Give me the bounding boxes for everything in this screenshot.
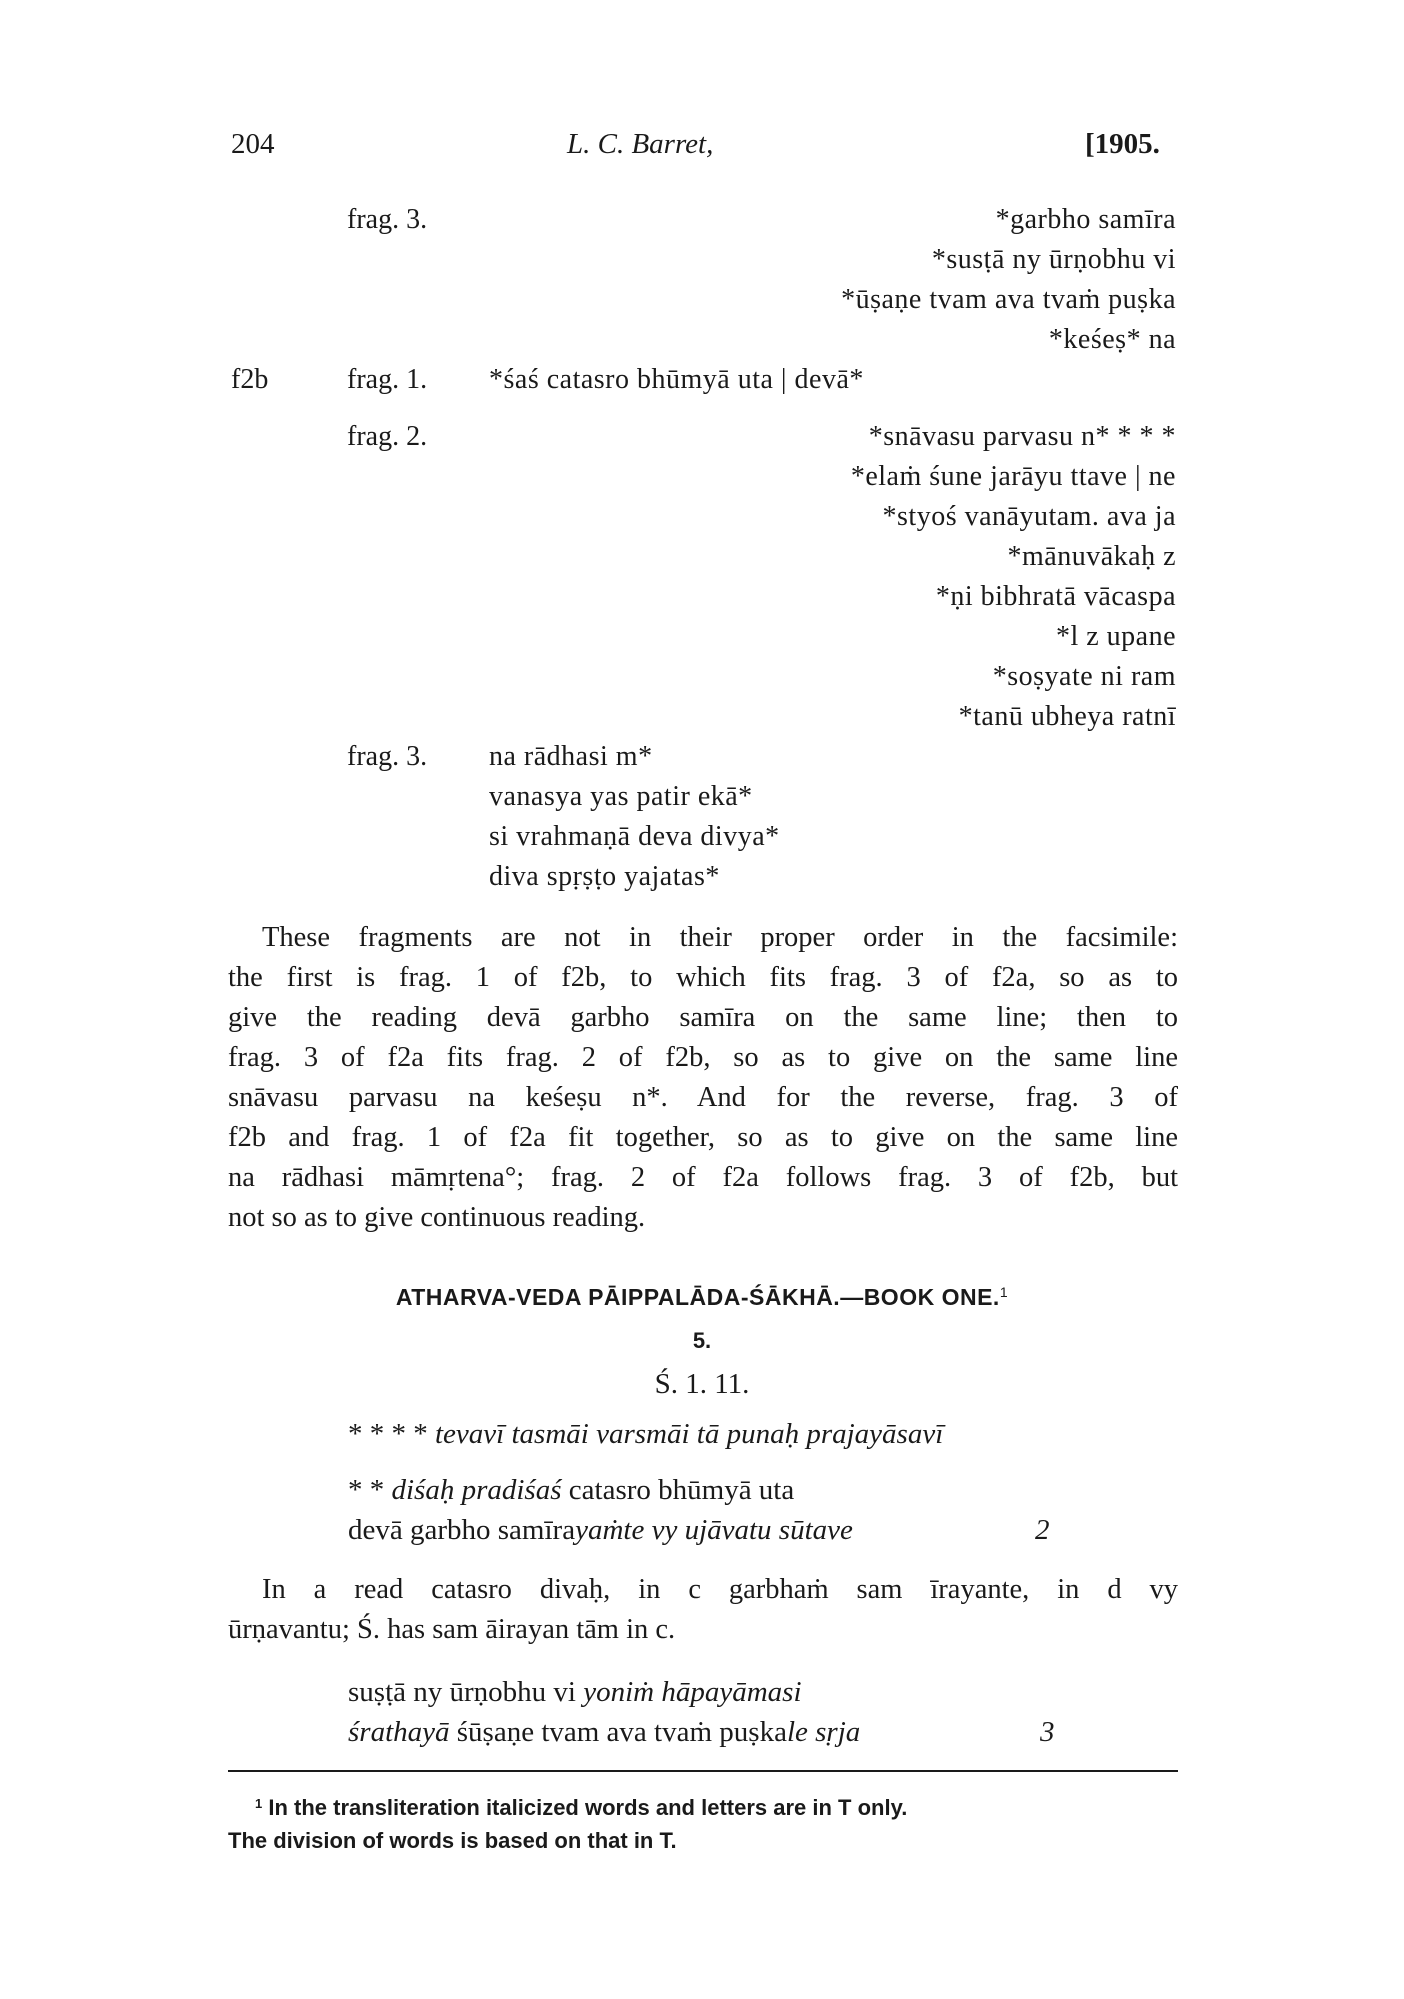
verse-text: * *: [348, 1474, 392, 1506]
frag-label-f2b-3: frag. 3.: [347, 741, 428, 772]
hymn-number: 5.: [692, 1328, 712, 1353]
section-heading-text: ATHARVA-VEDA PĀIPPALĀDA-ŚĀKHĀ.—BOOK ONE.: [395, 1284, 1000, 1310]
verse-text-italic: yoniṁ hāpayāmasi: [583, 1676, 802, 1708]
paragraph-line: the first is frag. 1 of f2b, to which fits frag. 3 of f2a, so as to: [228, 962, 1178, 993]
section-heading: [0, 1284, 1404, 1311]
paragraph-fragments-order: [228, 918, 1178, 1238]
footnote-line-1: [255, 1795, 907, 1821]
verse-2-line-1: [348, 1418, 943, 1451]
frag-line: *tanū ubheya ratnī: [958, 701, 1176, 732]
verse-text-italic: tevavī tasmāi varsmāi tā punaḥ prajayāsavī: [435, 1418, 944, 1450]
verse-text-italic: śrathayā: [348, 1716, 450, 1748]
verse-3-line-2: [348, 1716, 860, 1749]
footnote-mark: 1: [999, 1284, 1009, 1300]
paragraph-line: These fragments are not in their proper order in the facsimile:: [262, 922, 1178, 953]
frag-label-f2a-3: frag. 3.: [347, 204, 428, 235]
verse-text: śūṣaṇe tvam ava tvaṁ puṣka: [449, 1716, 787, 1748]
paragraph-line: f2b and frag. 1 of f2a fit together, so as to give on the same line: [228, 1122, 1178, 1153]
verse-text: devā garbho samīra: [348, 1514, 576, 1546]
verse-2-line-2: [348, 1474, 794, 1507]
frag-label-f2b-2: frag. 2.: [347, 421, 428, 452]
paragraph-line: ūrṇavantu; Ś. has sam āirayan tām in c.: [228, 1614, 676, 1645]
footnote-mark: 1: [255, 1796, 263, 1811]
paragraph-variants: [228, 1570, 1178, 1650]
verse-text: catasro bhūmyā uta: [561, 1474, 795, 1506]
frag-line: si vrahmaṇā deva divya*: [489, 821, 780, 852]
frag-line: *ūṣaṇe tvam ava tvaṁ puṣka: [841, 284, 1176, 315]
paragraph-line: In a read catasro divaḥ, in c garbhaṁ sam īrayante, in d vy: [262, 1574, 1178, 1605]
frag-line: *ṇi bibhratā vācaspa: [935, 581, 1176, 612]
running-year: [1905.: [1085, 128, 1160, 160]
frag-line: *śaś catasro bhūmyā uta | devā*: [489, 364, 864, 395]
verse-number: 2: [1035, 1514, 1050, 1546]
paragraph-line: snāvasu parvasu na keśeṣu n*. And for the reverse, frag. 3 of: [228, 1082, 1178, 1113]
paragraph-line: give the reading devā garbho samīra on the same line; then to: [228, 1002, 1178, 1033]
frag-line: *soṣyate ni ram: [992, 661, 1176, 692]
verse-2-line-3: [348, 1514, 853, 1547]
verse-number: 3: [1040, 1716, 1055, 1748]
frag-label-f2b-1: frag. 1.: [347, 364, 428, 395]
footnote-line-2: The division of words is based on that in T.: [228, 1828, 677, 1853]
verse-text-italic: le sṛja: [786, 1716, 861, 1748]
frag-line: *snāvasu parvasu n* * * *: [868, 421, 1176, 452]
footnote-rule: [228, 1770, 1178, 1772]
hymn-reference: Ś. 1. 11.: [654, 1368, 750, 1400]
folio-label-f2b: f2b: [231, 364, 269, 395]
running-title: L. C. Barret,: [567, 128, 714, 160]
paragraph-line: frag. 3 of f2a fits frag. 2 of f2b, so as to give on the same line: [228, 1042, 1178, 1073]
page-number: 204: [231, 128, 275, 160]
frag-line: *mānuvākaḥ z: [1007, 541, 1176, 572]
frag-line: *l z upane: [1055, 621, 1176, 652]
frag-line: na rādhasi m*: [489, 741, 653, 772]
frag-line: *susṭā ny ūrṇobhu vi: [931, 244, 1176, 275]
frag-line: *elaṁ śune jarāyu ttave | ne: [850, 461, 1176, 492]
frag-line: *keśeṣ* na: [1048, 324, 1176, 355]
verse-text-italic: yaṁte vy ujāvatu sūtave: [575, 1514, 853, 1546]
verse-text: suṣṭā ny ūrṇobhu vi: [348, 1676, 584, 1708]
paragraph-line: na rādhasi māmṛtena°; frag. 2 of f2a follows frag. 3 of f2b, but: [228, 1162, 1178, 1193]
verse-text-italic: diśaḥ pradiśaś: [391, 1474, 562, 1506]
verse-text: * * * *: [348, 1418, 435, 1450]
paragraph-line: not so as to give continuous reading.: [228, 1202, 646, 1233]
frag-line: vanasya yas patir ekā*: [489, 781, 753, 812]
frag-line: diva spṛṣṭo yajatas*: [489, 861, 720, 892]
frag-line: *styoś vanāyutam. ava ja: [882, 501, 1176, 532]
footnote-text: In the transliteration italicized words and letters are in T only.: [268, 1795, 908, 1820]
verse-3-line-1: [348, 1676, 802, 1709]
frag-line: *garbho samīra: [995, 204, 1176, 235]
